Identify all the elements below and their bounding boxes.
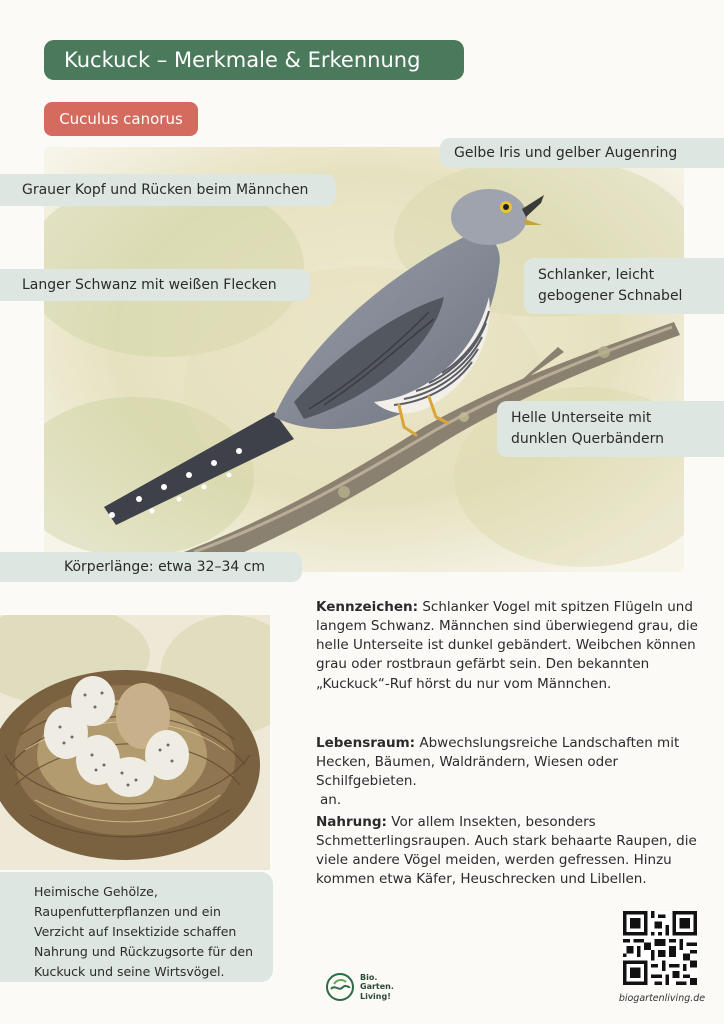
label-iris-text: Gelbe Iris und gelber Augenring (454, 144, 678, 161)
lebensraum-text: Abwechslungsreiche Landschaften mit Hecken, Bäumen, Waldrändern, Wiesen oder Schilfgebieten. (316, 735, 680, 790)
qr-code[interactable] (623, 911, 697, 985)
lebensraum-heading: Lebensraum: (316, 735, 416, 751)
label-iris (440, 138, 724, 168)
nest-illustration (0, 615, 270, 870)
info-box-text: Heimische Gehölze, Raupenfutterpflanzen und ein Verzicht auf Insektizide schaffen Nahrung und Rückzugsorte für den Kuckuck und seine Wirtsvögel. (34, 884, 254, 979)
section-lebensraum (316, 734, 708, 811)
label-belly-line2: dunklen Querbändern (511, 431, 665, 447)
latin-name-badge: Cuculus canorus (44, 102, 198, 136)
nahrung-text: Vor allem Insekten, besonders Schmetterlingsraupen. Auch stark behaarte Raupen, die viele andere Vögel meiden, werden gefressen. Hinzu kommen etwa Käfer, Heuschrecken und Libellen. (316, 814, 697, 888)
label-tail (0, 269, 310, 301)
label-belly (497, 401, 724, 457)
brand-name (360, 973, 394, 1001)
section-kennzeichen (316, 598, 708, 694)
info-box (0, 872, 273, 982)
label-head (0, 174, 336, 206)
label-length (0, 552, 302, 582)
section-nahrung (316, 813, 708, 890)
label-beak (524, 258, 724, 314)
kennzeichen-text: Schlanker Vogel mit spitzen Flügeln und langem Schwanz. Männchen sind überwiegend grau, die helle Unterseite ist dunkel gebändert. Weibchen können grau oder rostbraun gefärbt sein. Den bekannten „Kuckuck“-Ruf hörst du nur vom Männchen. (316, 599, 698, 692)
brand-line1: Bio. (360, 973, 378, 983)
brand-line3: Living! (360, 991, 391, 1001)
kennzeichen-heading: Kennzeichen: (316, 599, 419, 615)
label-beak-line1: Schlanker, leicht (538, 267, 655, 283)
label-tail-text: Langer Schwanz mit weißen Flecken (22, 276, 277, 293)
page-title: Kuckuck – Merkmale & Erkennung (44, 40, 464, 80)
brand-line2: Garten. (360, 982, 394, 992)
label-length-text: Körperlänge: etwa 32–34 cm (64, 558, 266, 575)
lebensraum-extra: an. (320, 792, 342, 809)
brand-logo (325, 972, 394, 1002)
website-url[interactable]: biogartenliving.de (618, 993, 706, 1004)
nahrung-heading: Nahrung: (316, 814, 387, 830)
label-beak-line2: gebogener Schnabel (538, 288, 683, 304)
cuckoo-illustration (44, 147, 684, 572)
label-belly-line1: Helle Unterseite mit (511, 410, 652, 426)
label-head-text: Grauer Kopf und Rücken beim Männchen (22, 181, 309, 198)
leaf-wave-icon (325, 972, 355, 1002)
